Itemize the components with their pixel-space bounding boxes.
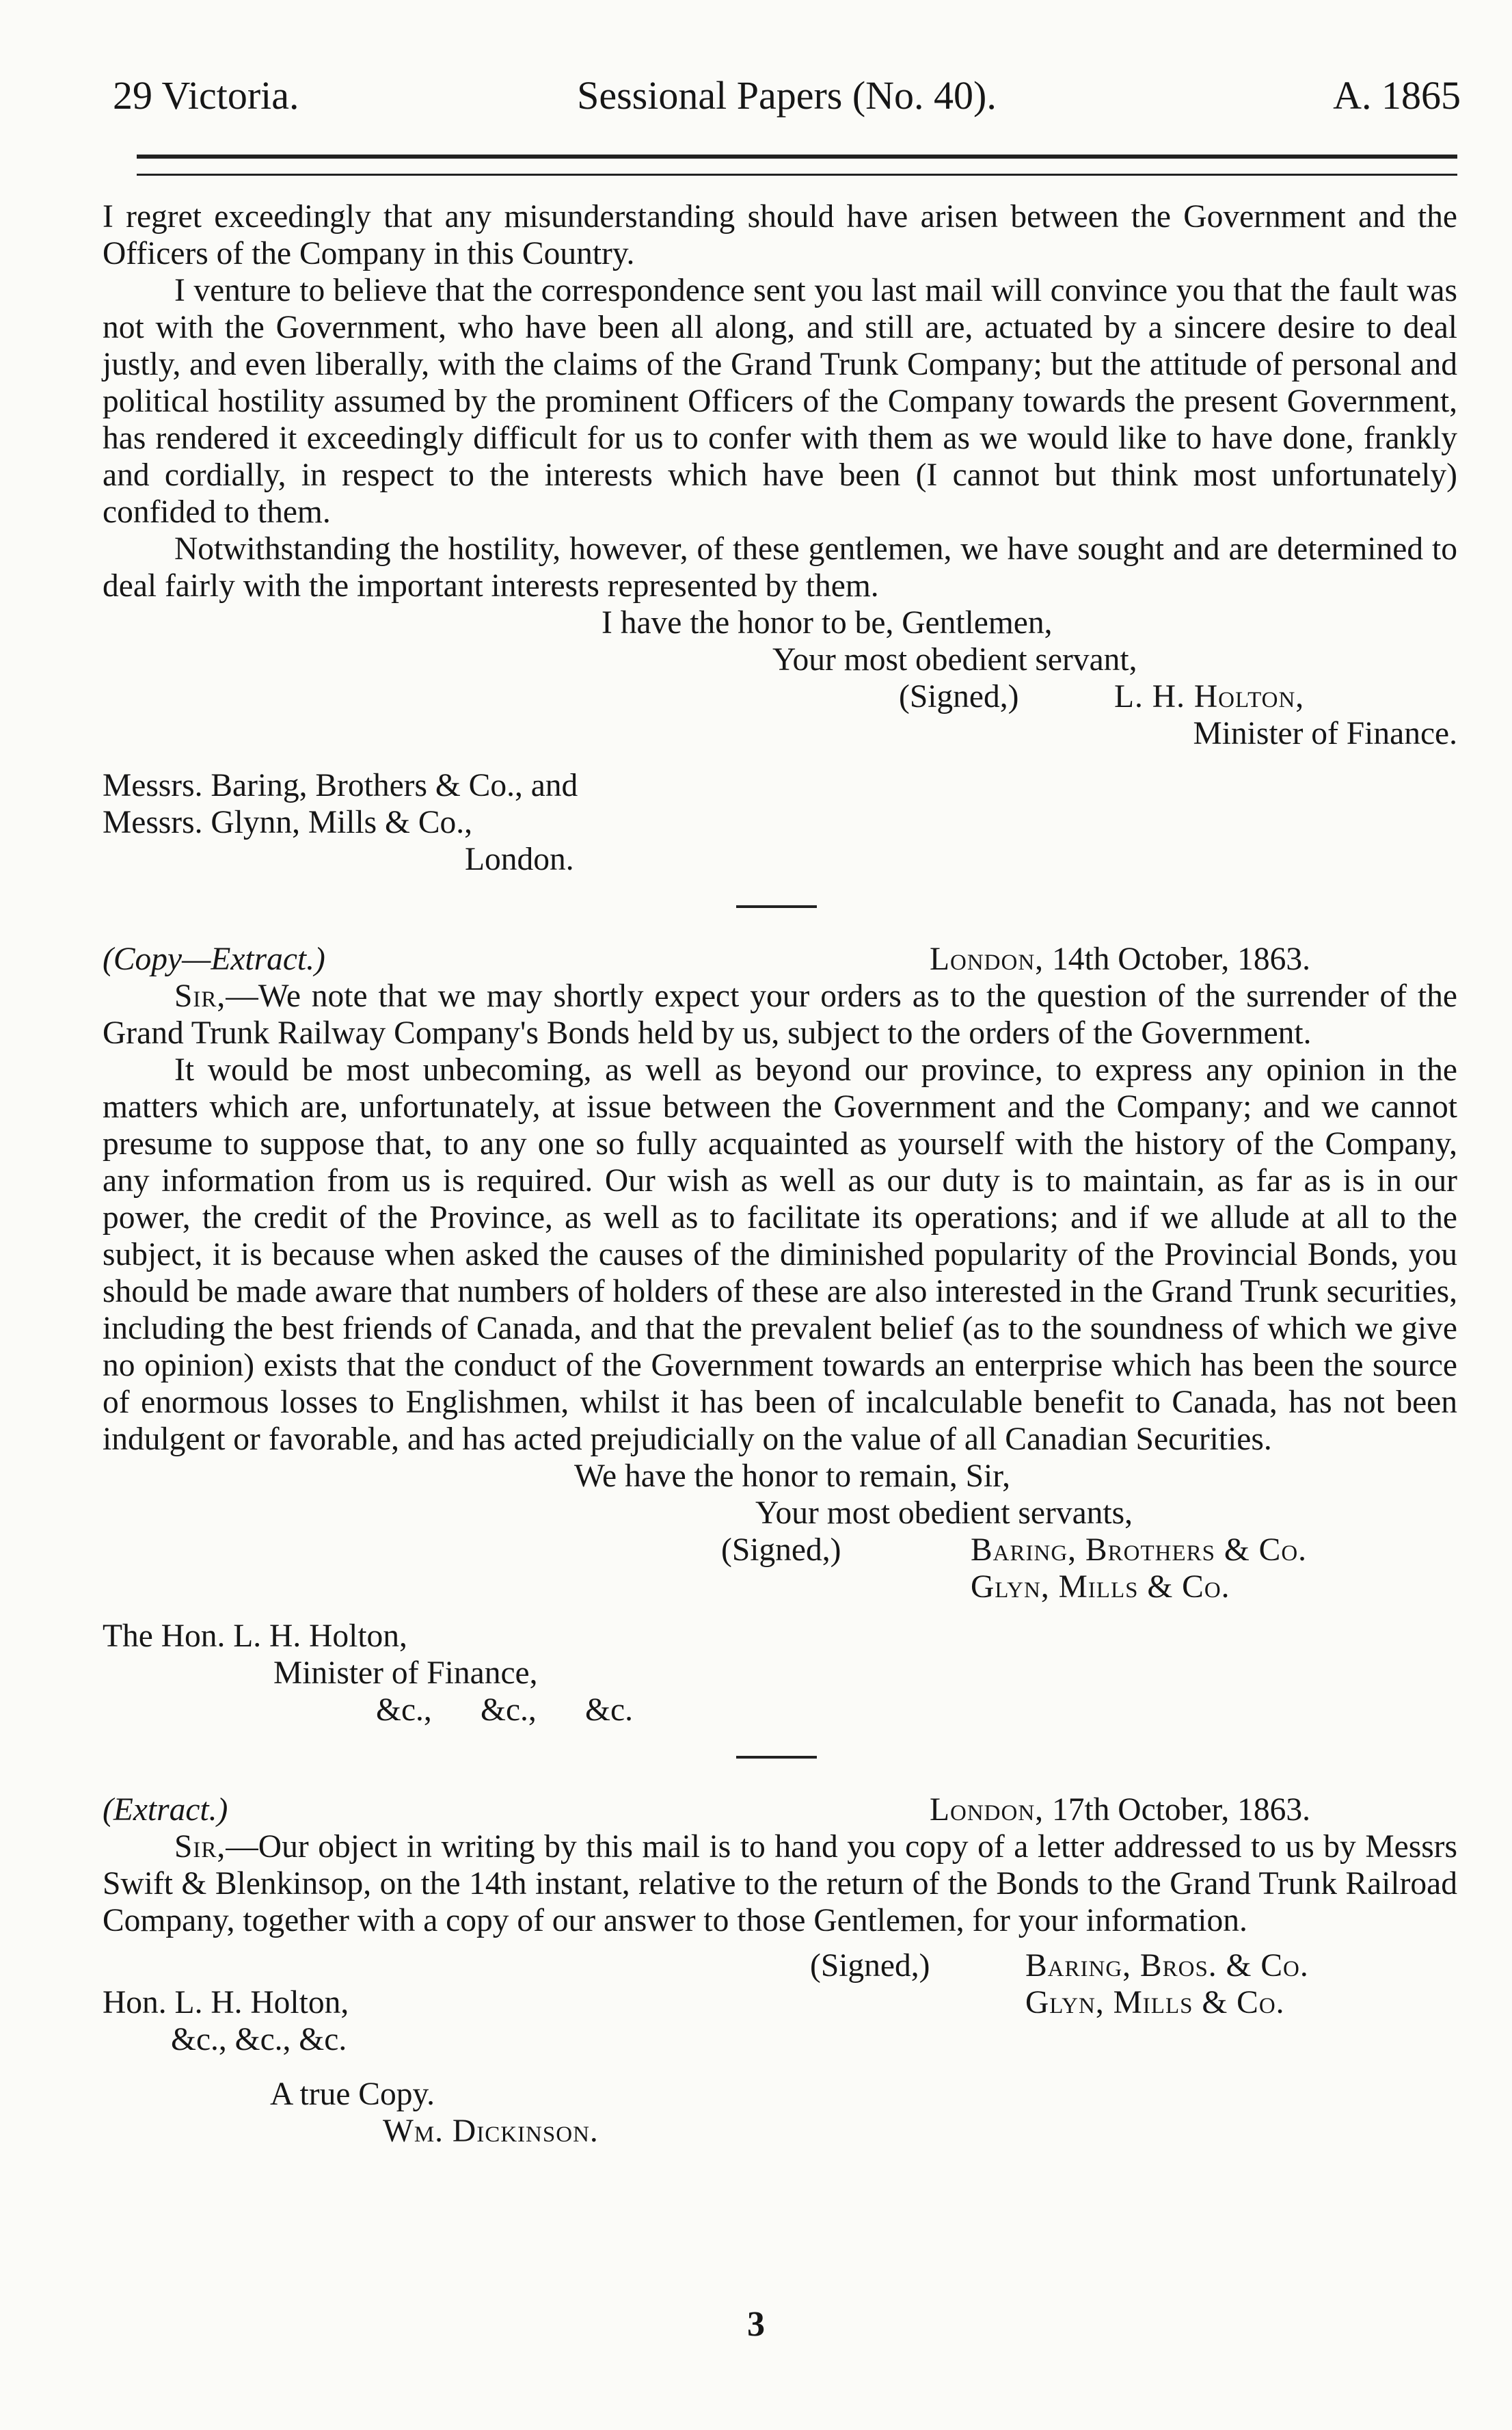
closing-line — [103, 604, 1457, 641]
signed-label: (Signed,) — [899, 679, 1019, 715]
salutation: Sir, — [174, 978, 226, 1014]
section-separator — [736, 1756, 817, 1759]
address-line — [103, 1655, 1457, 1692]
paragraph — [103, 978, 1457, 1052]
section-separator — [736, 905, 817, 908]
running-header — [113, 68, 1461, 123]
attestation-line — [103, 2076, 1457, 2113]
date: 17th October, 1863. — [1051, 1792, 1310, 1828]
paragraph: I regret exceedingly that any misunderstanding should have arisen between the Government and the Officers of the Company in this Country. — [103, 199, 1457, 271]
extract-label: (Copy—Extract.) — [103, 942, 325, 977]
closing-phrase: We have the honor to remain, Sir, — [574, 1458, 1010, 1494]
closing-line — [103, 1495, 1457, 1532]
signed-label: (Signed,) — [810, 1948, 930, 1984]
signer-name: Baring, Bros. & Co. — [1025, 1948, 1309, 1984]
signature-line — [103, 715, 1457, 752]
place: London, — [930, 1792, 1044, 1828]
paragraph: I venture to believe that the correspondence sent you last mail will convince you that the fault was not with the Government, who have been all along, and still are, actuated by a sincere desire to deal justly, and even liberally, with the claims of the Grand Trunk Company; but the attitude of personal and political hostility assumed by the prominent Officers of the Company towards the present Government, has rendered it exceedingly difficult for us to confer with them as we would like to have done, frankly and cordially, in respect to the interests which have been (I cannot but think most unfortunately) confided to them. — [103, 273, 1457, 530]
signature-line — [103, 1947, 1457, 1984]
date: 14th October, 1863. — [1051, 942, 1310, 977]
signer-name: Glyn, Mills & Co. — [1025, 1985, 1285, 2020]
extract-label: (Extract.) — [103, 1792, 228, 1828]
paragraph-text: —Our object in writing by this mail is to hand you copy of a letter addressed to us by Messrs Swift & Blenkinsop, on the 14th instant, relative to the return of the Bonds to the Grand Trunk Railroad Company, together with a copy of our answer to those Gentlemen, for your information. — [103, 1829, 1457, 1938]
addressee: Hon. L. H. Holton, — [103, 1985, 349, 2020]
signature-line — [103, 1984, 1457, 2021]
date-place — [930, 1791, 1310, 1828]
attestation-line — [103, 2113, 1457, 2150]
letter-holton — [103, 198, 1457, 878]
signer-name: L. H. Holton, — [1114, 679, 1305, 715]
addressee-title: Minister of Finance, — [273, 1655, 538, 1691]
signature-line — [103, 1532, 1457, 1568]
closing-line — [103, 1458, 1457, 1495]
closing-phrase: Your most obedient servants, — [755, 1495, 1133, 1531]
true-copy-label: A true Copy. — [270, 2077, 435, 2112]
address-line — [103, 841, 1457, 878]
addressee: Messrs. Baring, Brothers & Co., and — [103, 768, 578, 803]
signer-title: Minister of Finance. — [1193, 716, 1457, 751]
paragraph: It would be most unbecoming, as well as beyond our province, to express any opinion in the matters which are, unfortunately, at issue between the Government and the Company; and we cannot presume to suppose that, to any one so fully acquainted as yourself with the history of the Company, any information from us is required. Our wish as well as our duty is to maintain, as far as is in our power, the credit of the Province, as well as to facilitate its operations; and if we allude at all to the subject, it is because when asked the causes of the diminished popularity of the Provincial Bonds, you should be made aware that numbers of holders of these are also interested in the Grand Trunk securities, including the best friends of Canada, and that the prevalent belief (as to the soundness of which we give no opinion) exists that the conduct of the Government towards an enterprise which has been the source of enormous losses to Englishmen, whilst it has been of incalculable benefit to Canada, has not been indulgent or favorable, and has acted prejudicially on the value of all Canadian Securities. — [103, 1052, 1457, 1457]
header-double-rule — [137, 155, 1457, 176]
closing-line — [103, 641, 1457, 678]
dateline — [103, 1791, 1457, 1828]
dateline — [103, 941, 1457, 978]
certifier-name: Wm. Dickinson. — [383, 2113, 599, 2149]
header-session: 29 Victoria. — [113, 73, 299, 118]
salutation: Sir, — [174, 1829, 226, 1865]
signature-line — [103, 1568, 1457, 1605]
place: London, — [930, 942, 1044, 977]
letter-baring-1 — [103, 941, 1457, 1728]
address-line — [103, 1618, 1457, 1655]
paragraph — [103, 1828, 1457, 1939]
address-line — [103, 804, 1457, 841]
signed-label: (Signed,) — [721, 1532, 841, 1568]
closing-phrase: I have the honor to be, Gentlemen, — [602, 605, 1053, 641]
addressee: The Hon. L. H. Holton, — [103, 1618, 407, 1654]
letter-baring-2 — [103, 1791, 1457, 2150]
addressee: Messrs. Glynn, Mills & Co., — [103, 805, 473, 840]
signer-name: Glyn, Mills & Co. — [971, 1569, 1230, 1605]
address-line — [103, 1692, 1457, 1728]
header-title: Sessional Papers (No. 40). — [577, 73, 997, 118]
paragraph-text: —We note that we may shortly expect your orders as to the question of the surrender of the Grand Trunk Railway Company's Bonds held by us, subject to the orders of the Government. — [103, 978, 1457, 1051]
address-line — [103, 2021, 1457, 2058]
signature-line — [103, 678, 1457, 715]
header-year: A. 1865 — [1333, 73, 1461, 118]
etcetera: &c., &c., &c. — [171, 2022, 347, 2057]
paragraph: Notwithstanding the hostility, however, of these gentlemen, we have sought and are determined to deal fairly with the important interests represented by them. — [103, 531, 1457, 604]
closing-phrase: Your most obedient servant, — [772, 642, 1137, 678]
signer-name: Baring, Brothers & Co. — [971, 1532, 1308, 1568]
addressee-city: London. — [465, 842, 574, 877]
page-number: 3 — [747, 2305, 765, 2344]
date-place — [930, 941, 1310, 978]
etcetera: &c., &c., &c. — [376, 1692, 633, 1728]
document-body — [103, 198, 1457, 2150]
address-line — [103, 767, 1457, 804]
